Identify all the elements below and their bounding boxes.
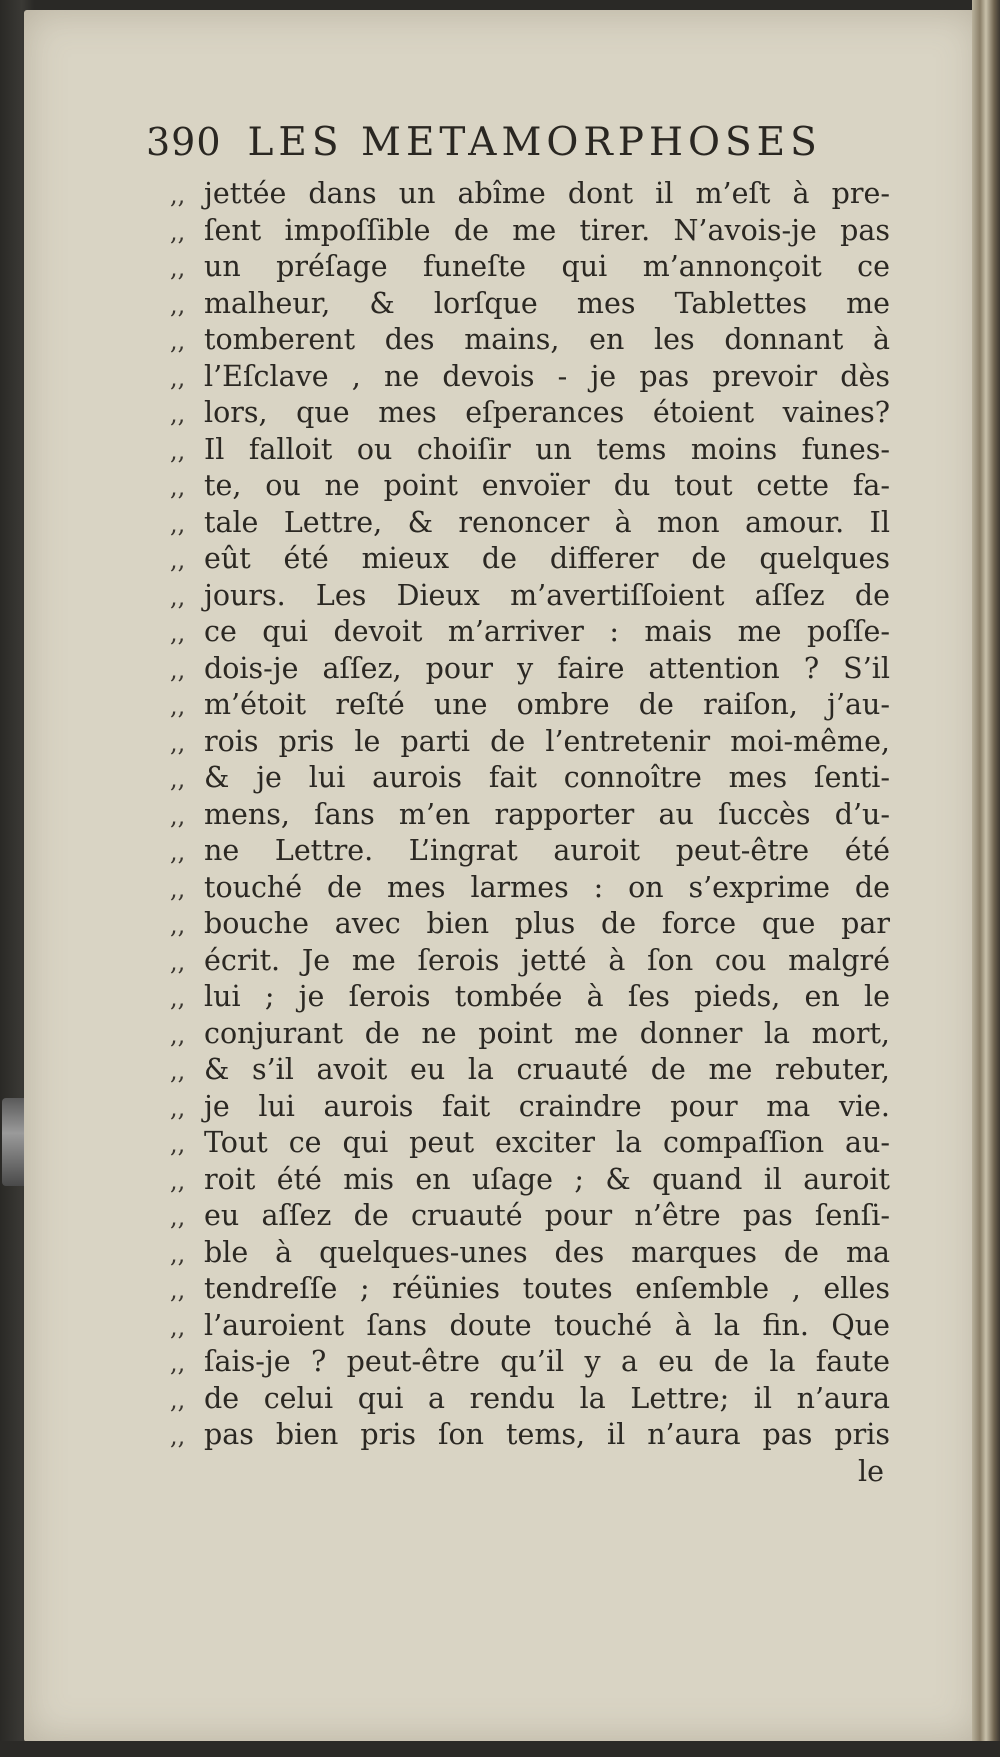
line-text: malheur, & lorſque mes Tablettes me bbox=[204, 286, 890, 320]
text-line bbox=[170, 797, 890, 834]
text-line bbox=[170, 1052, 890, 1089]
text-line bbox=[170, 359, 890, 396]
text-line bbox=[170, 432, 890, 469]
line-text: conjurant de ne point me donner la mort, bbox=[204, 1016, 890, 1050]
quotation-mark: ,, bbox=[170, 473, 186, 501]
quotation-mark: ,, bbox=[170, 181, 186, 209]
text-line bbox=[170, 1308, 890, 1345]
quotation-mark: ,, bbox=[170, 509, 186, 538]
text-line bbox=[170, 979, 890, 1016]
quotation-mark: ,, bbox=[170, 1093, 186, 1122]
quotation-mark: ,, bbox=[170, 582, 186, 611]
line-text: pas bien pris ſon tems, il n’aura pas pris bbox=[204, 1418, 890, 1451]
text-line bbox=[170, 541, 890, 578]
quotation-mark: ,, bbox=[170, 801, 186, 830]
line-text: lors, que mes eſperances étoient vaines? bbox=[204, 396, 890, 429]
quotation-mark: ,, bbox=[170, 290, 186, 319]
quotation-mark: ,, bbox=[170, 1057, 186, 1085]
text-line bbox=[170, 687, 890, 724]
line-text: ſent impoſſible de me tirer. N’avois-je pas bbox=[204, 213, 890, 247]
line-text: l’auroient ſans doute touché à la fin. Que bbox=[204, 1308, 890, 1342]
line-text: jours. Les Dieux m’avertiſſoient aſſez de bbox=[204, 578, 890, 612]
line-text: te, ou ne point envoïer du tout cette fa- bbox=[204, 469, 890, 502]
page-header bbox=[146, 120, 886, 168]
scan-border bbox=[0, 1741, 1000, 1757]
quotation-mark: ,, bbox=[170, 765, 186, 793]
quotation-mark: ,, bbox=[170, 874, 186, 903]
line-text: bouche avec bien plus de force que par bbox=[204, 907, 890, 940]
quotation-mark: ,, bbox=[170, 692, 186, 720]
line-text: rois pris le parti de l’entretenir moi-même, bbox=[204, 724, 890, 758]
line-text: ce qui devoit m’arriver : mais me poſſe- bbox=[204, 615, 890, 648]
quotation-mark: ,, bbox=[170, 546, 186, 574]
quotation-mark: ,, bbox=[170, 1276, 186, 1304]
text-line bbox=[170, 468, 890, 505]
line-text: de celui qui a rendu la Lettre; il n’aura bbox=[204, 1381, 890, 1415]
text-line bbox=[170, 1344, 890, 1381]
running-title: LES METAMORPHOSES bbox=[247, 120, 822, 165]
page-edges bbox=[972, 0, 1000, 1757]
text-line bbox=[170, 651, 890, 688]
quotation-mark: ,, bbox=[170, 1385, 186, 1414]
quotation-mark: ,, bbox=[170, 984, 186, 1012]
line-text: jettée dans un abîme dont il m’eſt à pre- bbox=[204, 177, 890, 210]
line-text: écrit. Je me ſerois jetté à ſon cou malgré bbox=[204, 943, 890, 977]
text-line bbox=[170, 1271, 890, 1308]
line-text: Il falloit ou choiſir un tems moins funes- bbox=[204, 432, 890, 466]
line-text: ble à quelques-unes des marques de ma bbox=[204, 1235, 890, 1269]
text-line bbox=[170, 286, 890, 323]
quotation-mark: ,, bbox=[170, 1130, 186, 1158]
quotation-mark: ,, bbox=[170, 400, 186, 428]
line-text: m’étoit reſté une ombre de raiſon, j’au- bbox=[204, 688, 890, 721]
text-line bbox=[170, 1162, 890, 1199]
quotation-mark: ,, bbox=[170, 254, 186, 282]
line-text: tale Lettre, & renoncer à mon amour. Il bbox=[204, 505, 890, 539]
text-line bbox=[170, 395, 890, 432]
text-line bbox=[170, 176, 890, 213]
text-line bbox=[170, 1417, 890, 1454]
text-line bbox=[170, 870, 890, 907]
text-line bbox=[170, 249, 890, 286]
line-text: & s’il avoit eu la cruauté de me rebuter, bbox=[204, 1053, 890, 1086]
line-text: mens, ſans m’en rapporter au ſuccès d’u- bbox=[204, 797, 890, 831]
text-line bbox=[170, 1089, 890, 1126]
line-text: eût été mieux de differer de quelques bbox=[204, 542, 890, 575]
line-text: l’Eſclave , ne devois - je pas prevoir dès bbox=[204, 359, 890, 393]
text-line bbox=[170, 322, 890, 359]
text-line bbox=[170, 1125, 890, 1162]
text-line bbox=[170, 1016, 890, 1053]
line-text: Tout ce qui peut exciter la compaſſion au- bbox=[204, 1126, 890, 1159]
quotation-mark: ,, bbox=[170, 911, 186, 939]
quotation-mark: ,, bbox=[170, 838, 186, 866]
quotation-mark: ,, bbox=[170, 655, 186, 684]
line-text: eu aſſez de cruauté pour n’être pas ſenſi- bbox=[204, 1199, 890, 1232]
text-line bbox=[170, 1235, 890, 1272]
line-text: roit été mis en uſage ; & quand il auroit bbox=[204, 1162, 890, 1196]
quotation-mark: ,, bbox=[170, 1349, 186, 1377]
catchword: le bbox=[858, 1454, 884, 1488]
line-text: dois-je aſſez, pour y faire attention ? S’il bbox=[204, 651, 890, 685]
quotation-mark: ,, bbox=[170, 327, 186, 355]
quotation-mark: ,, bbox=[170, 947, 186, 976]
quotation-mark: ,, bbox=[170, 1239, 186, 1268]
quotation-mark: ,, bbox=[170, 728, 186, 757]
line-text: & je lui aurois fait connoître mes ſenti- bbox=[204, 761, 890, 794]
quotation-mark: ,, bbox=[170, 619, 186, 647]
text-line bbox=[170, 1198, 890, 1235]
quotation-mark: ,, bbox=[170, 1166, 186, 1195]
line-text: ne Lettre. L’ingrat auroit peut-être été bbox=[204, 834, 890, 867]
quotation-mark: ,, bbox=[170, 217, 186, 246]
text-line bbox=[170, 213, 890, 250]
line-text: touché de mes larmes : on s’exprime de bbox=[204, 870, 890, 904]
quotation-mark: ,, bbox=[170, 436, 186, 465]
quotation-mark: ,, bbox=[170, 363, 186, 392]
line-text: ſais-je ? peut-être qu’il y a eu de la faute bbox=[204, 1345, 890, 1378]
quotation-mark: ,, bbox=[170, 1203, 186, 1231]
line-text: je lui aurois fait craindre pour ma vie. bbox=[204, 1089, 890, 1123]
text-line bbox=[170, 833, 890, 870]
quotation-mark: ,, bbox=[170, 1312, 186, 1341]
text-line bbox=[170, 760, 890, 797]
page-number: 390 bbox=[146, 120, 222, 164]
line-text: tomberent des mains, en les donnant à bbox=[204, 323, 890, 356]
quotation-mark: ,, bbox=[170, 1020, 186, 1049]
text-line bbox=[170, 943, 890, 980]
text-line bbox=[170, 505, 890, 542]
text-line bbox=[170, 1381, 890, 1418]
text-line bbox=[170, 724, 890, 761]
text-line bbox=[170, 578, 890, 615]
line-text: lui ; je ſerois tombée à ſes pieds, en le bbox=[204, 980, 890, 1013]
text-line bbox=[170, 906, 890, 943]
text-line bbox=[170, 614, 890, 651]
body-text bbox=[170, 176, 890, 1490]
line-text: tendreſſe ; réünies toutes enſemble , elles bbox=[204, 1272, 890, 1305]
quotation-mark: ,, bbox=[170, 1422, 186, 1450]
line-text: un préſage funeſte qui m’annonçoit ce bbox=[204, 250, 890, 283]
